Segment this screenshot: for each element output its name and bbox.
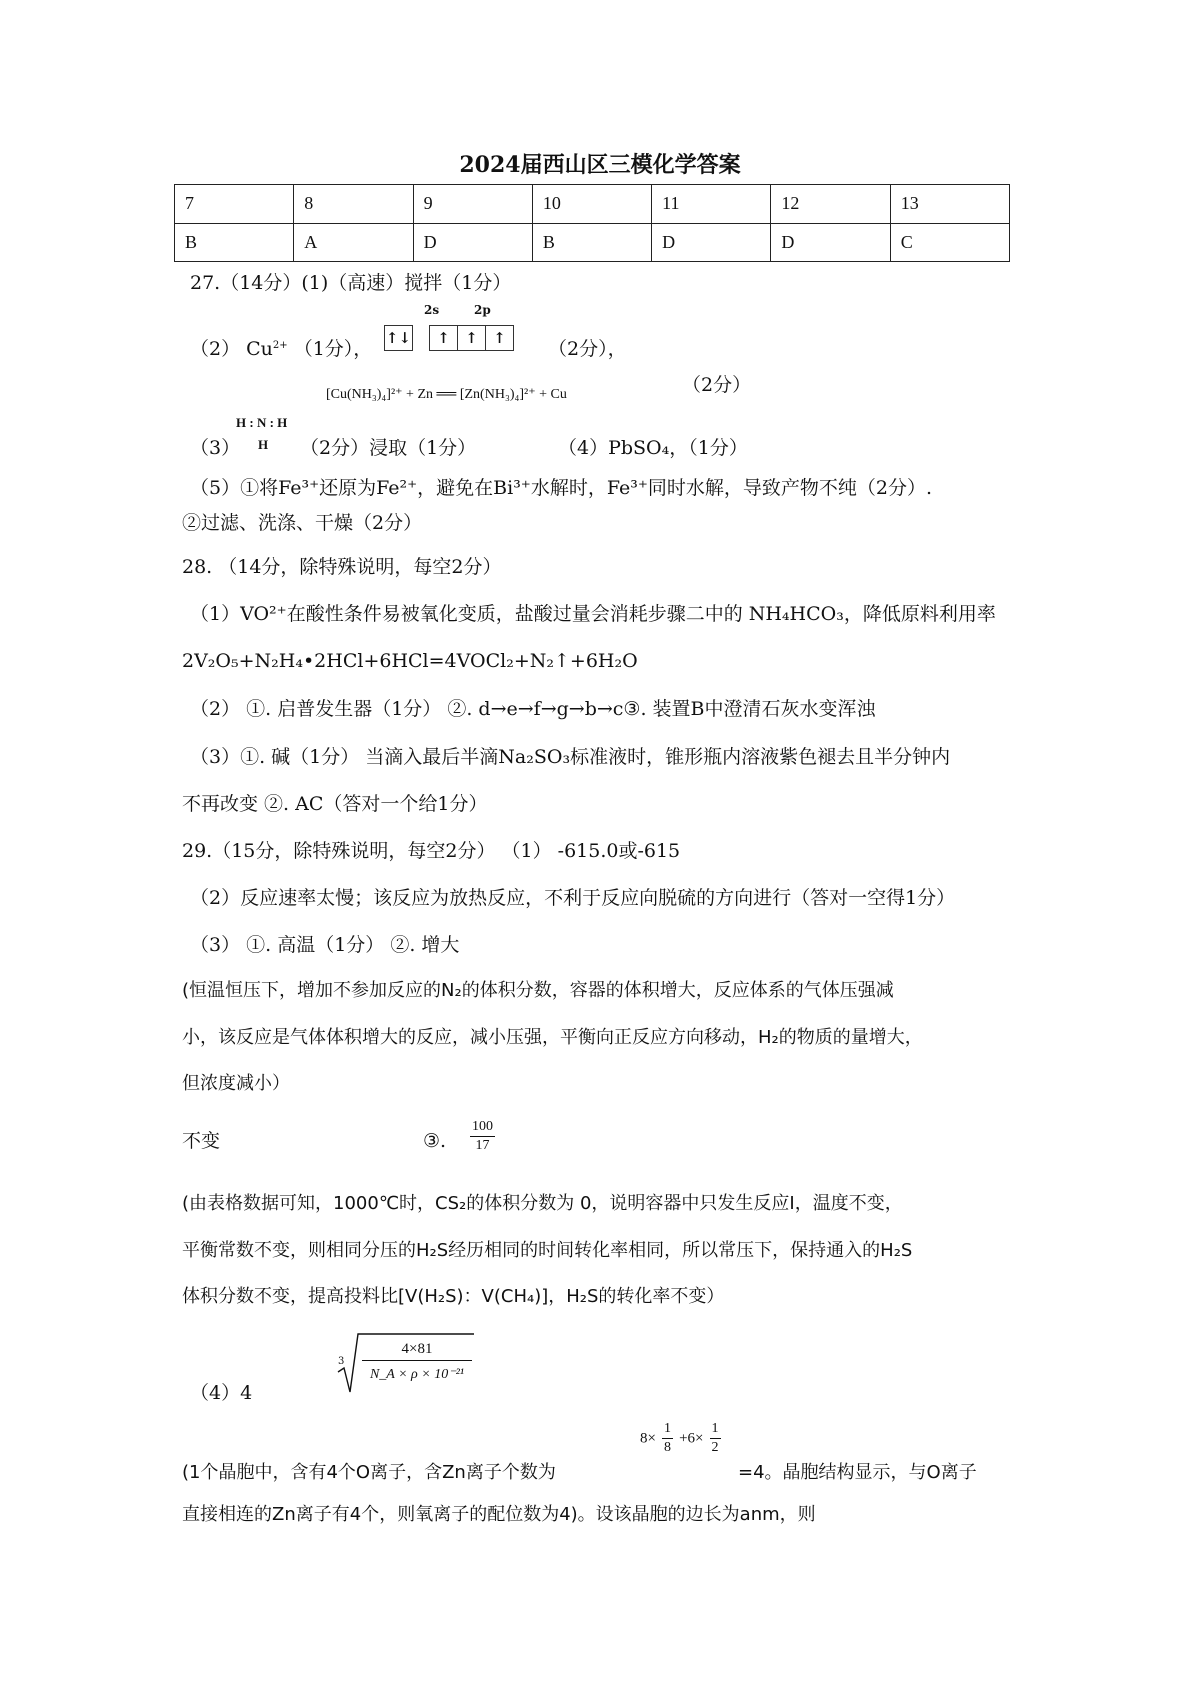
orbital-2p-electron: ↑ [485,326,513,350]
q27-heading: 27.（14分）(1)（高速）搅拌（1分） [190,272,512,294]
q28-part1: （1）VO²⁺在酸性条件易被氧化变质，盐酸过量会消耗步骤二中的 NH₄HCO₃，降低原料利用率 [190,603,996,625]
fraction-100-17 [470,1118,495,1155]
fraction-denominator: 2 [711,1440,719,1455]
q27-part3-prefix: （3） [190,437,241,459]
q29-part2: （2）反应速率太慢；该反应为放热反应，不利于反应向脱硫的方向进行（答对一空得1分） [190,887,956,909]
cube-root-expression [336,1328,476,1398]
q28-part2: （2） ①. 启普发生器（1分） ②. d→e→f→g→b→c③. 装置B中澄清石灰水变浑浊 [190,698,876,720]
table-cell: C [890,223,1009,262]
root-numerator: 4×81 [362,1338,472,1361]
fraction-numerator: 1 [710,1420,721,1439]
table-cell: 12 [771,185,890,224]
orbital-diagram [384,325,514,351]
orbital-score: （2分）， [548,338,627,360]
q29-explanation-line: 但浓度减小） [182,1073,290,1094]
electron-dot-formula-top: H : N : H [236,415,288,430]
root-index: 3 [338,1356,345,1367]
table-cell: 13 [890,185,1009,224]
table-cell: D [771,223,890,262]
fraction-denominator: 8 [664,1440,672,1455]
electron-dot-formula-bottom: H [258,437,269,452]
orbital-2s-box [384,325,413,351]
table-cell: A [294,223,413,262]
q27-part2-prefix: （2） Cu [190,338,273,360]
q29-explanation-line: 小，该反应是气体体积增大的反应，减小压强，平衡向正反应方向移动，H₂的物质的量增大， [182,1027,923,1048]
orbital-2p-box [429,325,514,351]
table-cell: D [413,223,532,262]
table-cell: D [652,223,771,262]
table-cell: B [532,223,651,262]
q27-part3: （2分）浸取（1分） [300,437,477,459]
fraction-numerator: 100 [470,1118,495,1137]
orbital-2p-label: 2p [474,303,491,317]
ion-charge: 2+ [272,340,288,351]
table-cell: 7 [175,185,294,224]
q27-part2 [190,338,372,361]
answer-table [174,184,1010,262]
fraction [662,1420,673,1457]
q28-part3b: 不再改变 ②. AC（答对一个给1分） [182,793,488,815]
q27-part5b: ②过滤、洗涤、干燥（2分） [182,512,423,534]
q27-part2-score: （1分）， [293,338,373,360]
fraction-numerator: 1 [662,1420,673,1439]
reaction-equation: [Cu(NH₃)₄]²⁺ + Zn ══ [Zn(NH₃)₄]²⁺ + Cu [326,387,567,402]
fraction [710,1420,721,1457]
q29-explanation2-line: (由表格数据可知，1000℃时，CS₂的体积分数为 0，说明容器中只发生反应Ⅰ，温度不变， [182,1193,903,1214]
q29-part4-explanation-a: (1个晶胞中，含有4个O离子，含Zn离子个数为 [182,1462,556,1483]
table-row-numbers [175,185,1010,224]
table-cell: 9 [413,185,532,224]
q29-explanation-line: (恒温恒压下，增加不参加反应的N₂的体积分数，容器的体积增大，反应体系的气体压强减 [182,980,894,1001]
q27-part5: （5）①将Fe³⁺还原为Fe²⁺，避免在Bi³⁺水解时，Fe³⁺同时水解，导致产物不纯（2分）. [190,477,933,499]
table-row-answers [175,223,1010,262]
q29-part4-explanation-b: =4。晶胞结构显示，与O离子 [738,1462,977,1483]
orbital-2s-label: 2s [424,303,440,317]
q29-part3: （3） ①. 高温（1分） ②. 增大 [190,934,460,956]
q29-part4-explanation-c: 直接相连的Zn离子有4个，则氧离子的配位数为4)。设该晶胞的边长为anm，则 [182,1504,816,1525]
equation-score: （2分） [682,374,752,396]
orbital-2p-electron: ↑ [457,326,485,350]
table-cell: 8 [294,185,413,224]
fraction [470,1118,495,1155]
q29-part4-label: （4）4 [190,1382,253,1404]
orbital-2s-electrons: ↑↓ [385,329,412,347]
q28-heading: 28. （14分，除特殊说明，每空2分） [182,556,502,578]
table-cell: 11 [652,185,771,224]
zn-count-calculation [640,1420,721,1490]
q29-explanation2-line: 体积分数不变，提高投料比[V(H₂S)：V(CH₄)]，H₂S的转化率不变） [182,1286,725,1307]
orbital-2p-electron: ↑ [437,329,450,347]
fraction-denominator: 17 [475,1138,490,1153]
calc-part: +6× [679,1430,704,1447]
q29-unchanged: 不变 [182,1130,221,1152]
q27-part4: （4）PbSO₄，（1分） [558,437,748,459]
q28-part1-equation: 2V₂O₅+N₂H₄•2HCl+6HCl=4VOCl₂+N₂↑+6H₂O [182,650,638,672]
q29-heading: 29.（15分，除特殊说明，每空2分） （1） -615.0或-615 [182,840,681,862]
table-cell: 10 [532,185,651,224]
page-title: 2024届西山区三模化学答案 [459,152,741,178]
q29-explanation2-line: 平衡常数不变，则相同分压的H₂S经历相同的时间转化率相同，所以常压下，保持通入的H₂S [182,1240,913,1261]
q29-item3: ③. [423,1130,447,1152]
calc-part: 8× [640,1430,656,1447]
table-cell: B [175,223,294,262]
q28-part3: （3）①. 碱（1分） 当滴入最后半滴Na₂SO₃标准液时，锥形瓶内溶液紫色褪去且半分钟内 [190,746,951,768]
root-denominator: N_A × ρ × 10⁻²¹ [369,1367,465,1382]
